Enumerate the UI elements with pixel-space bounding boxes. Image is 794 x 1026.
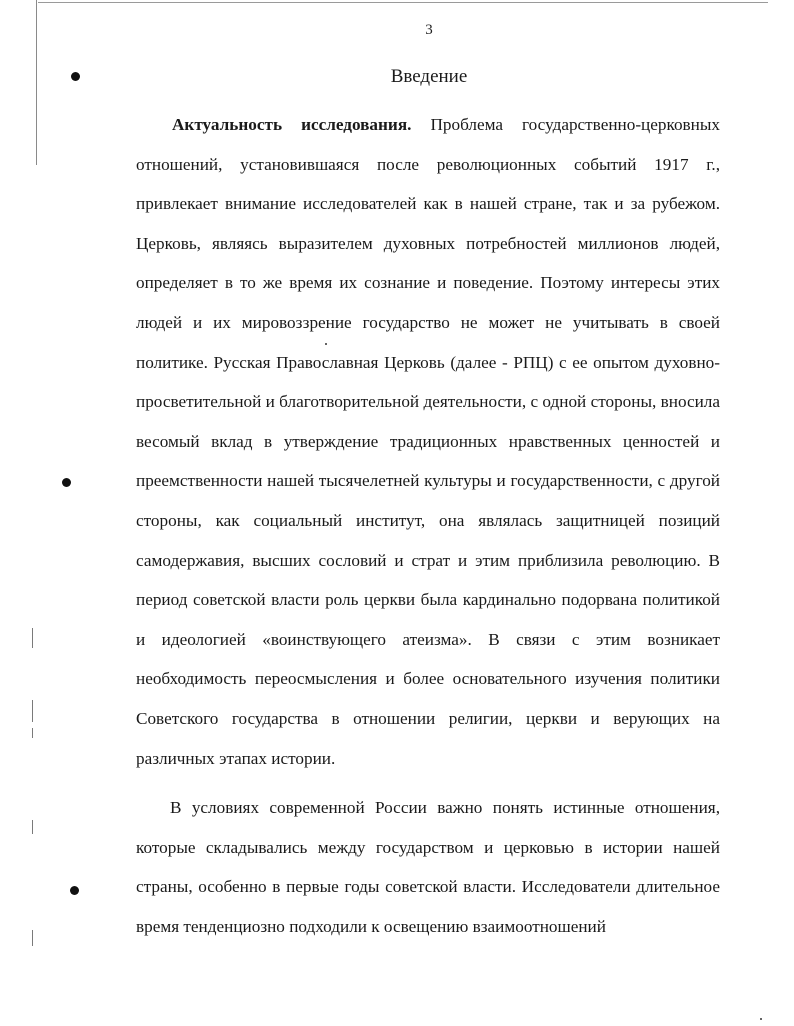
paragraph-relevance [136,105,720,778]
relevance-lead: Актуальность исследования. [172,115,412,134]
scan-edge-tick [32,728,33,738]
scan-edge-tick [32,628,33,648]
section-heading: Введение [390,66,468,87]
scan-edge-tick [32,820,33,834]
paragraph-modern-russia [136,788,720,946]
modern-russia-text: В условиях современной России важно понять истинные отношения, которые складывались между государством и церковью в истории нашей страны, особенно в первые годы советской власти. Исследователи длительное время тенденциозно подходили к освещению взаимоотношений [136,798,720,936]
scan-top-edge-line [38,2,768,3]
page-number: 3 [425,22,433,38]
scan-speck [760,1018,762,1020]
scan-edge-tick [32,930,33,946]
punch-hole-mark [70,886,79,895]
punch-hole-mark [62,478,71,487]
scan-edge-tick [32,700,33,722]
relevance-text: Проблема государственно-церковных отношений, установившаяся после революционных событий 1917 г., привлекает внимание исследователей как в нашей стране, так и за рубежом. Церковь, являясь выразителем духовных потребностей миллионов людей, определяет в то же время их сознание и поведение. Поэтому интересы этих людей и их мировоззрение государство не может не учитывать в своей политике. Русская Православная Церковь (далее - РПЦ) с ее опытом духовно-просветительной и благотворительной деятельности, с одной стороны, вносила весомый вклад в утверждение традиционных нравственных ценностей и преемственности нашей тысячелетней культуры и государственности, с другой стороны, как социальный институт, она являлась защитницей позиций самодержавия, высших сословий и страт и этим приблизила революцию. В период советской власти роль церкви была кардинально подорвана политикой и идеологией «воинствующего атеизма». В связи с этим возникает необходимость переосмысления и более основательного изучения политики Советского государства в отношении религии, церкви и верующих на различных этапах истории. [136,115,720,768]
